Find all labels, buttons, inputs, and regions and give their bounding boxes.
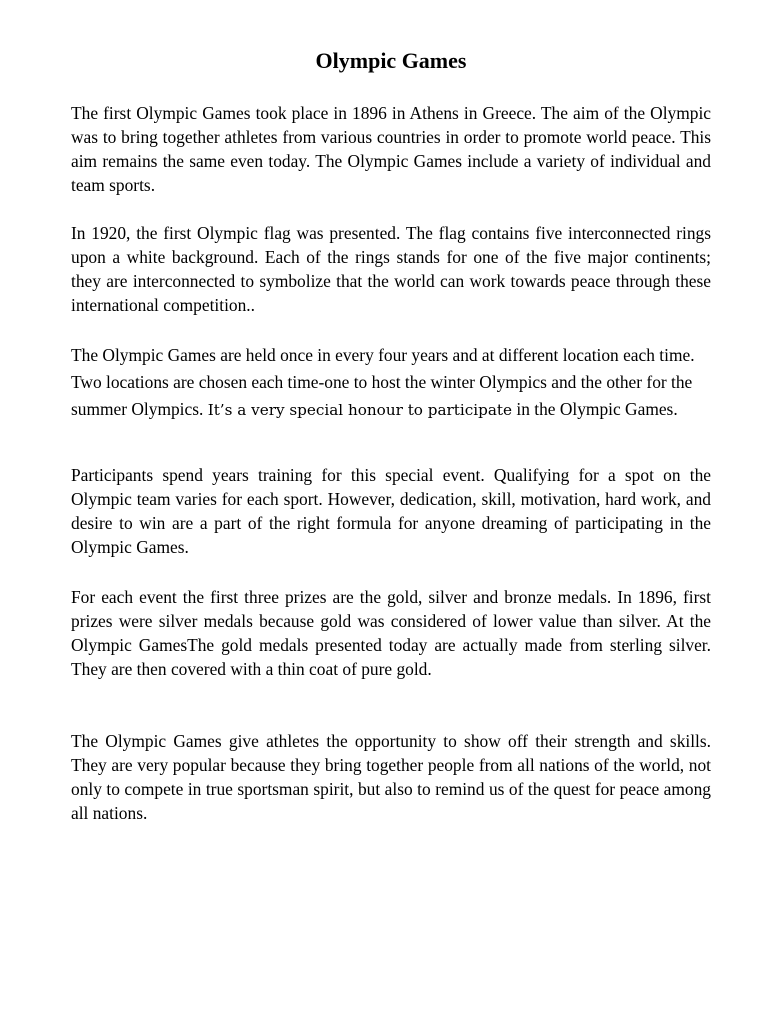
paragraph-flag: In 1920, the first Olympic flag was presented. The flag contains five interconnected rings upon a white background. Each of the rings stands for one of the five major continents; they are interconnected to symbolize that the world can work towards peace through these international competition.. [71, 223, 711, 315]
paragraph-conclusion: The Olympic Games give athletes the opportunity to show off their strength and skills. They are very popular because they bring together people from all nations of the world, not only to compete in true sportsman spirit, but also to remind us of the quest for peace among all nations. [71, 731, 711, 823]
paragraph-history: The first Olympic Games took place in 1896 in Athens in Greece. The aim of the Olympic was to bring together athletes from various countries in order to promote world peace. This aim remains the same even today. The Olympic Games include a variety of individual and team sports. [71, 103, 711, 195]
paragraph-locations-part1: The Olympic Games are held once in every four years and at different location each time. Two locations are chosen each time-one to host the winter Olympics and the other for the summer Olympics. [71, 345, 695, 419]
paragraph-locations-part3: in the Olympic Games. [512, 399, 678, 419]
paragraph-locations [71, 342, 711, 424]
page-title: Olympic Games [315, 48, 467, 73]
paragraph-training: Participants spend years training for this special event. Qualifying for a spot on the Olympic team varies for each sport. However, dedication, skill, motivation, hard work, and desire to win are a part of the right formula for anyone dreaming of participating in the Olympic Games. [71, 465, 711, 557]
paragraph-medals: For each event the first three prizes are the gold, silver and bronze medals. In 1896, first prizes were silver medals because gold was considered of lower value than silver. At the Olympic GamesThe gold medals presented today are actually made from sterling silver. They are then covered with a thin coat of pure gold. [71, 587, 711, 679]
paragraph-locations-part2: It’s a very special honour to participate [207, 401, 513, 419]
